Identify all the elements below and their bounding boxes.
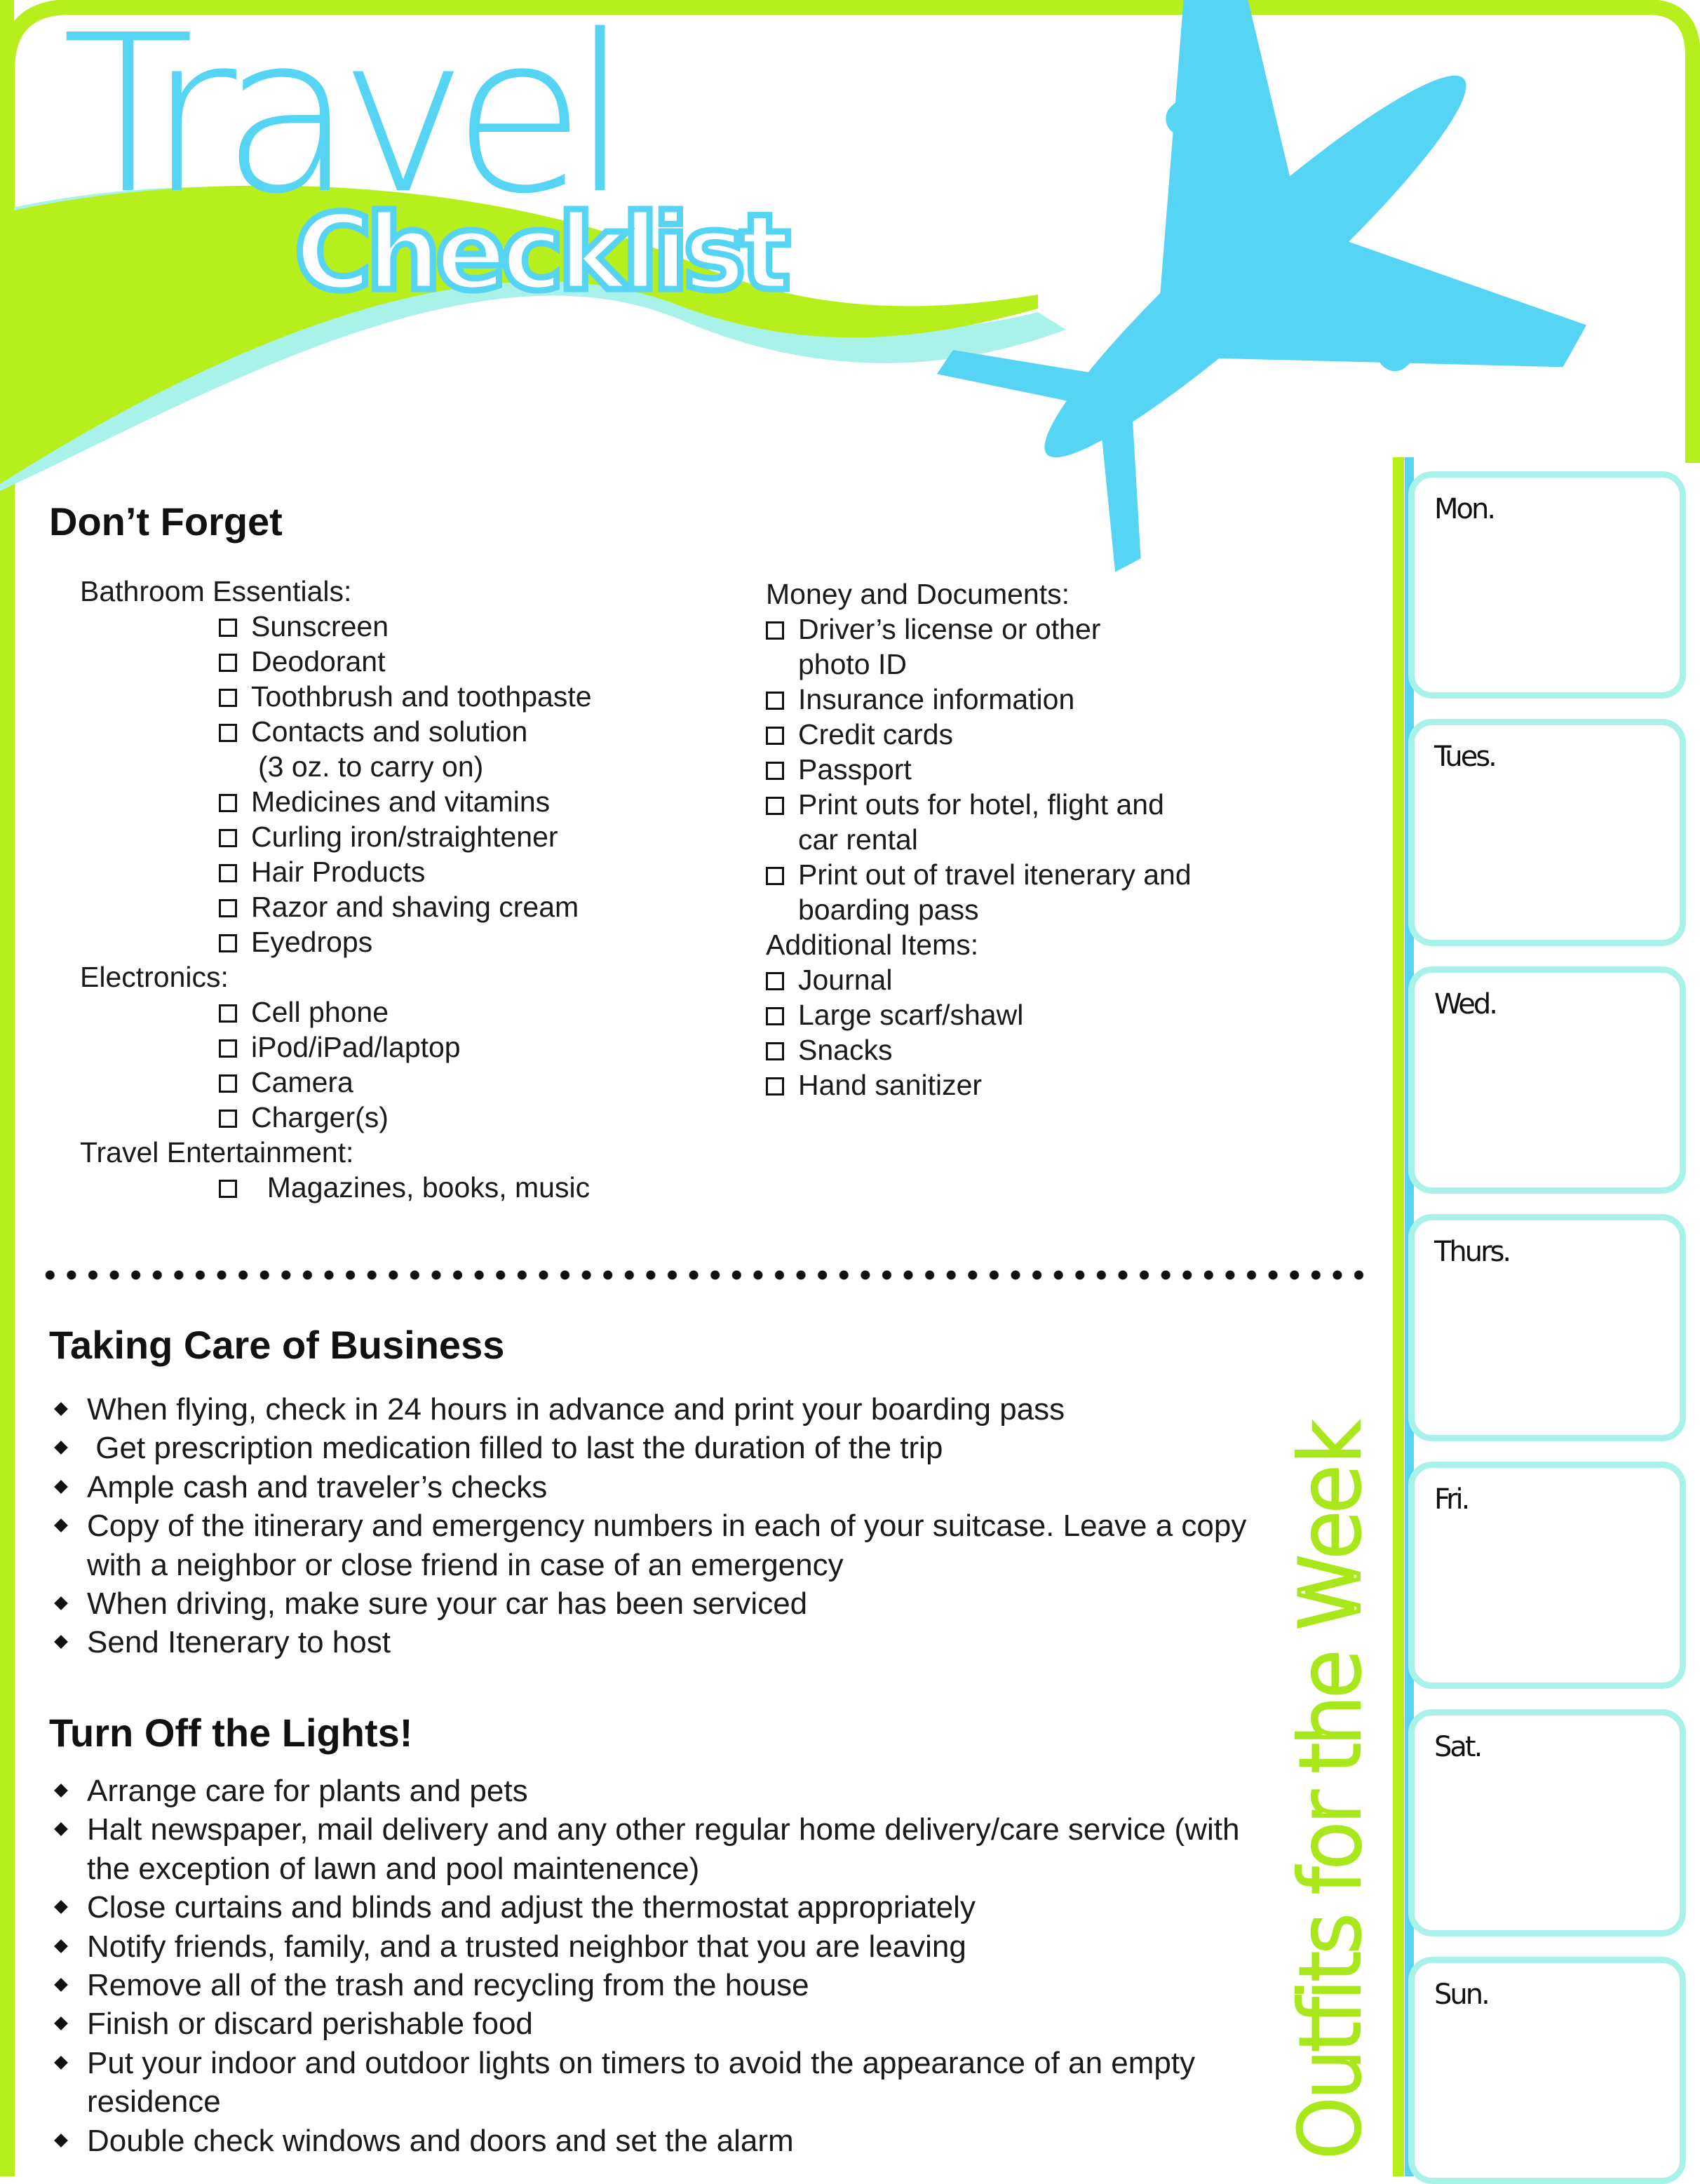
bullet-text: Put your indoor and outdoor lights on timers to avoid the appearance of an empty residence xyxy=(87,2045,1204,2119)
checklist-item-label: Sunscreen xyxy=(251,610,389,642)
checklist-item[interactable] xyxy=(219,609,711,644)
checklist-item[interactable] xyxy=(219,854,711,889)
bullet-text: Double check windows and doors and set the alarm xyxy=(87,2123,794,2158)
checklist-item[interactable] xyxy=(219,1065,711,1100)
checklist-item-label: Contacts and solution xyxy=(251,715,528,748)
checklist-item[interactable] xyxy=(219,784,711,819)
outfit-day-box[interactable] xyxy=(1408,966,1686,1194)
checkbox-icon[interactable] xyxy=(766,762,784,780)
day-label: Thurs. xyxy=(1434,1236,1510,1268)
bullet-item xyxy=(49,2122,1241,2160)
checklist-item-label: Camera xyxy=(251,1066,353,1098)
checklist-item[interactable] xyxy=(766,752,1383,787)
bullet-item xyxy=(49,2044,1241,2122)
checklist-item-label: Passport xyxy=(798,753,912,786)
lights-list xyxy=(49,1772,1248,2160)
outfit-day-box[interactable] xyxy=(1408,1214,1686,1441)
bullet-text: Halt newspaper, mail delivery and any other regular home delivery/care service (with the exception of lawn and pool maintenence) xyxy=(87,1812,1248,1886)
bullet-item xyxy=(49,1810,1248,1888)
outfits-title: Outfits for the Week xyxy=(1283,1425,1378,2160)
checklist-item[interactable] xyxy=(219,644,711,679)
checklist-category: Bathroom Essentials: xyxy=(80,575,352,607)
checklist-category: Travel Entertainment: xyxy=(80,1136,354,1168)
business-list xyxy=(49,1390,1269,1662)
checklist-item[interactable] xyxy=(766,997,1383,1032)
day-label: Wed. xyxy=(1434,988,1496,1020)
checkbox-icon[interactable] xyxy=(766,692,784,710)
checklist-item[interactable] xyxy=(219,714,711,784)
checklist-item-label: Deodorant xyxy=(251,645,386,678)
checklist-item[interactable] xyxy=(766,1067,1383,1103)
day-label: Tues. xyxy=(1434,741,1495,773)
checklist-item[interactable] xyxy=(766,857,1383,927)
checkbox-icon[interactable] xyxy=(219,1039,237,1058)
checklist-item[interactable] xyxy=(766,962,1383,997)
checklist-category: Money and Documents: xyxy=(766,578,1070,610)
checklist-item-label: Driver’s license or other xyxy=(798,613,1101,645)
checkbox-icon[interactable] xyxy=(766,1007,784,1025)
checkbox-icon[interactable] xyxy=(766,621,784,640)
checkbox-icon[interactable] xyxy=(219,619,237,637)
checklist-item-label: iPod/iPad/laptop xyxy=(251,1031,461,1063)
outfit-day-box[interactable] xyxy=(1408,1462,1686,1689)
outfit-day-box[interactable] xyxy=(1408,471,1686,699)
checkbox-icon[interactable] xyxy=(219,864,237,882)
checklist-item-label: Charger(s) xyxy=(251,1101,389,1133)
day-label: Mon. xyxy=(1434,493,1495,525)
checkbox-icon[interactable] xyxy=(219,654,237,672)
section-title-lights: Turn Off the Lights! xyxy=(49,1711,413,1755)
bullet-item xyxy=(49,1623,1269,1661)
bullet-text: Close curtains and blinds and adjust the thermostat appropriately xyxy=(87,1890,976,1925)
checkbox-icon[interactable] xyxy=(766,727,784,745)
checkbox-icon[interactable] xyxy=(766,797,784,815)
checkbox-icon[interactable] xyxy=(219,1004,237,1023)
checkbox-icon[interactable] xyxy=(219,689,237,707)
checkbox-icon[interactable] xyxy=(219,724,237,742)
bullet-text: Finish or discard perishable food xyxy=(87,2007,533,2042)
checklist-item-label: Razor and shaving cream xyxy=(251,891,579,923)
checklist-item-label: Medicines and vitamins xyxy=(251,786,551,818)
checklist-item-label: Print out of travel itenerary and xyxy=(798,858,1192,891)
bullet-text: Ample cash and traveler’s checks xyxy=(87,1469,548,1504)
bullet-text: Get prescription medication filled to last the duration of the trip xyxy=(87,1431,943,1466)
bullet-item xyxy=(49,1584,1269,1623)
checklist-item[interactable] xyxy=(766,612,1383,682)
outfit-day-box[interactable] xyxy=(1408,719,1686,946)
checkbox-icon[interactable] xyxy=(219,1110,237,1128)
checklist-item[interactable] xyxy=(219,1170,711,1205)
checkbox-icon[interactable] xyxy=(219,934,237,952)
checkbox-icon[interactable] xyxy=(219,1074,237,1093)
checklist-item[interactable] xyxy=(219,819,711,854)
checkbox-icon[interactable] xyxy=(219,899,237,917)
dotted-divider xyxy=(39,1268,1368,1282)
dont-forget-right-column xyxy=(766,577,1383,1103)
bullet-text: When driving, make sure your car has been serviced xyxy=(87,1586,808,1622)
checkbox-icon[interactable] xyxy=(766,1042,784,1060)
checklist-item[interactable] xyxy=(219,1100,711,1135)
section-title-dont-forget: Don’t Forget xyxy=(49,499,283,544)
checklist-item-label-continued: car rental xyxy=(798,823,918,856)
outfit-day-box[interactable] xyxy=(1408,1957,1686,2184)
bullet-text: Copy of the itinerary and emergency numbers in each of your suitcase. Leave a copy with a neighbor or close friend in case of an emergency xyxy=(87,1509,1255,1582)
bullet-item xyxy=(49,1772,1241,1810)
outfit-day-box[interactable] xyxy=(1408,1709,1686,1936)
checklist-item[interactable] xyxy=(766,1032,1383,1067)
checklist-item-label: Large scarf/shawl xyxy=(798,999,1024,1031)
checklist-item[interactable] xyxy=(219,889,711,924)
bullet-item xyxy=(49,1429,1269,1467)
checklist-item[interactable] xyxy=(766,787,1383,857)
checkbox-icon[interactable] xyxy=(219,1180,237,1198)
bullet-item xyxy=(49,1468,1269,1506)
bullet-item xyxy=(49,1888,1241,1927)
vertical-divider-lime xyxy=(1393,457,1404,2176)
day-label: Sun. xyxy=(1434,1979,1488,2011)
checklist-category: Additional Items: xyxy=(766,929,979,961)
checkbox-icon[interactable] xyxy=(766,972,784,990)
title-travel: Travel xyxy=(62,0,616,242)
checklist-item-label-continued: (3 oz. to carry on) xyxy=(258,750,484,783)
checklist-item[interactable] xyxy=(219,995,711,1030)
checklist-item-label: Toothbrush and toothpaste xyxy=(251,680,592,713)
checklist-item-label: Curling iron/straightener xyxy=(251,821,558,853)
checklist-item-label: Cell phone xyxy=(251,996,389,1028)
checklist-item[interactable] xyxy=(219,924,711,959)
bullet-text: Send Itenerary to host xyxy=(87,1625,391,1660)
day-label: Fri. xyxy=(1434,1483,1469,1516)
checkbox-icon[interactable] xyxy=(219,829,237,847)
dont-forget-left-column xyxy=(80,574,711,1205)
bullet-text: When flying, check in 24 hours in advance and print your boarding pass xyxy=(87,1392,1065,1427)
checklist-item[interactable] xyxy=(766,717,1383,752)
checkbox-icon[interactable] xyxy=(766,1077,784,1096)
checklist-item[interactable] xyxy=(766,682,1383,717)
checklist-item[interactable] xyxy=(219,679,711,714)
checklist-item-label: Eyedrops xyxy=(251,926,373,958)
checklist-item-label: Insurance information xyxy=(798,683,1075,715)
title-checklist: Checklist xyxy=(295,192,785,314)
checklist-item-label: Journal xyxy=(798,964,893,996)
bullet-item xyxy=(49,2004,1241,2043)
day-label: Sat. xyxy=(1434,1731,1481,1763)
checklist-item-label: Hand sanitizer xyxy=(798,1069,983,1101)
checkbox-icon[interactable] xyxy=(219,794,237,812)
checklist-item-label: Magazines, books, music xyxy=(251,1171,591,1204)
checklist-item-label: Credit cards xyxy=(798,718,954,750)
checklist-category: Electronics: xyxy=(80,961,229,993)
bullet-item xyxy=(49,1506,1269,1584)
checklist-item-label-continued: photo ID xyxy=(798,648,907,680)
bullet-item xyxy=(49,1927,1241,1966)
checklist-item-label-continued: boarding pass xyxy=(798,894,979,926)
bullet-text: Arrange care for plants and pets xyxy=(87,1774,528,1808)
checklist-item-label: Print outs for hotel, flight and xyxy=(798,788,1164,821)
bullet-item xyxy=(49,1390,1269,1429)
checklist-item[interactable] xyxy=(219,1030,711,1065)
checkbox-icon[interactable] xyxy=(766,867,784,885)
checklist-item-label: Hair Products xyxy=(251,856,426,888)
section-title-business: Taking Care of Business xyxy=(49,1323,505,1367)
bullet-item xyxy=(49,1966,1241,2004)
checklist-item-label: Snacks xyxy=(798,1034,893,1066)
bullet-text: Remove all of the trash and recycling from the house xyxy=(87,1968,809,2003)
bullet-text: Notify friends, family, and a trusted neighbor that you are leaving xyxy=(87,1929,966,1964)
